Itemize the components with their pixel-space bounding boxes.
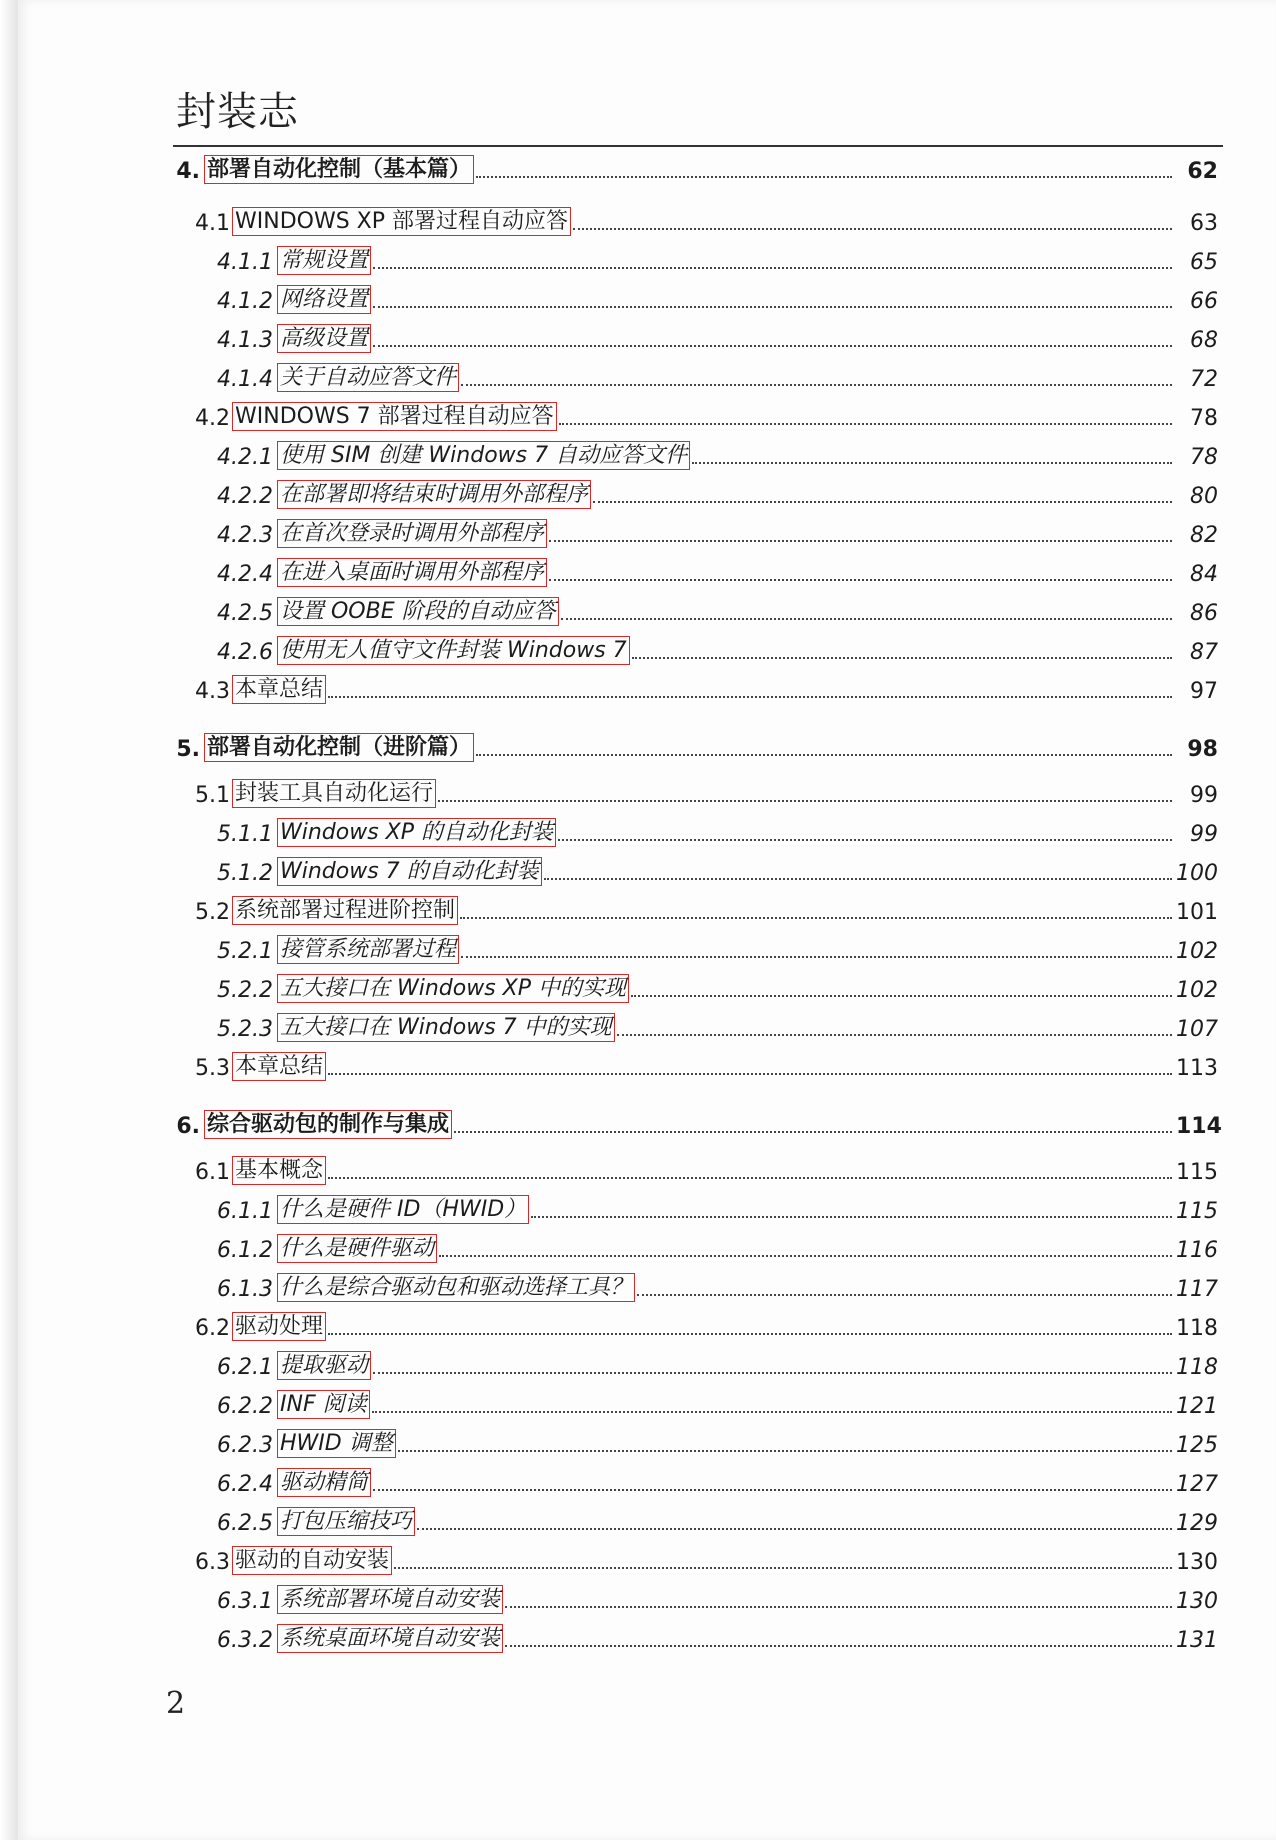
toc-entry-number: 5.1.2: [217, 861, 273, 886]
toc-entry-page: 125: [1176, 1433, 1218, 1458]
toc-entry-page: 65: [1190, 250, 1218, 275]
toc-entry-page: 84: [1190, 562, 1218, 587]
dot-leader: [692, 462, 1172, 464]
toc-entry-number: 5.3: [195, 1056, 230, 1081]
toc-entry[interactable]: [18, 241, 1218, 275]
dot-leader: [617, 1034, 1172, 1036]
toc-entry-title: 系统桌面环境自动安装: [277, 1624, 503, 1654]
toc-entry-title: 打包压缩技巧: [277, 1507, 415, 1537]
toc-entry[interactable]: [18, 1502, 1218, 1536]
toc-entry[interactable]: [18, 1008, 1218, 1042]
toc-entry-title: 什么是硬件 ID（HWID）: [277, 1195, 529, 1225]
toc-entry-number: 5.2.3: [217, 1017, 273, 1042]
toc-entry-number: 5.: [176, 737, 200, 762]
toc-entry[interactable]: [18, 1541, 1218, 1575]
dot-leader: [398, 1450, 1172, 1452]
toc-entry[interactable]: [18, 1151, 1218, 1185]
toc-entry-title: 综合驱动包的制作与集成: [204, 1110, 452, 1140]
dot-leader: [417, 1528, 1172, 1530]
toc-entry[interactable]: [18, 475, 1218, 509]
toc-entry-title: Windows 7 的自动化封装: [277, 857, 542, 887]
toc-entry[interactable]: [18, 202, 1218, 236]
toc-entry[interactable]: [18, 670, 1218, 704]
toc-entry-page: 115: [1176, 1160, 1218, 1185]
dot-leader: [328, 1177, 1172, 1179]
toc-entry[interactable]: [18, 280, 1218, 314]
toc-entry-number: 4.1.1: [217, 250, 273, 275]
dot-leader: [531, 1216, 1172, 1218]
toc-entry-title: 驱动处理: [232, 1312, 326, 1342]
dot-leader: [461, 956, 1172, 958]
dot-leader: [549, 579, 1172, 581]
toc-entry-page: 101: [1176, 900, 1218, 925]
toc-entry-number: 4.1.4: [217, 367, 273, 392]
toc-entry[interactable]: [18, 1463, 1218, 1497]
toc-entry-page: 116: [1176, 1238, 1218, 1263]
dot-leader: [631, 995, 1172, 997]
toc-entry-title: HWID 调整: [277, 1429, 396, 1459]
page-number: 2: [166, 1686, 186, 1721]
toc-entry-number: 5.1.1: [217, 822, 273, 847]
toc-entry-page: 87: [1190, 640, 1218, 665]
dot-leader: [593, 501, 1172, 503]
toc-entry-page: 118: [1176, 1355, 1218, 1380]
toc-entry-page: 100: [1176, 861, 1218, 886]
toc-entry-page: 80: [1190, 484, 1218, 509]
toc-entry-number: 5.2.2: [217, 978, 273, 1003]
toc-entry-title: 本章总结: [232, 675, 326, 705]
toc-entry-page: 131: [1176, 1628, 1218, 1653]
toc-entry-page: 115: [1176, 1199, 1218, 1224]
toc-entry-page: 114: [1176, 1114, 1222, 1139]
toc-entry-page: 107: [1176, 1017, 1218, 1042]
dot-leader: [505, 1606, 1172, 1608]
toc-entry-number: 6.3: [195, 1550, 230, 1575]
toc-entry-page: 63: [1190, 211, 1218, 236]
toc-entry-title: 驱动的自动安装: [232, 1546, 392, 1576]
toc-entry-number: 4.1.3: [217, 328, 273, 353]
toc-entry-number: 6.2.4: [217, 1472, 273, 1497]
toc-entry[interactable]: [18, 514, 1218, 548]
toc-entry-page: 117: [1176, 1277, 1218, 1302]
toc-entry-number: 6.1.3: [217, 1277, 273, 1302]
toc-entry[interactable]: [18, 397, 1218, 431]
toc-entry[interactable]: [18, 319, 1218, 353]
toc-entry[interactable]: [18, 1047, 1218, 1081]
toc-entry[interactable]: [18, 1385, 1218, 1419]
toc-entry-title: 使用无人值守文件封装 Windows 7: [277, 636, 630, 666]
toc-entry-title: 在首次登录时调用外部程序: [277, 519, 547, 549]
toc-entry[interactable]: [18, 1346, 1218, 1380]
book-page: [18, 0, 1276, 1840]
dot-leader: [561, 618, 1172, 620]
toc-entry-title: 设置 OOBE 阶段的自动应答: [277, 597, 559, 627]
table-of-contents: [18, 0, 1276, 1840]
toc-entry-title: 驱动精简: [277, 1468, 371, 1498]
dot-leader: [373, 1489, 1172, 1491]
toc-entry[interactable]: [18, 852, 1218, 886]
toc-entry-page: 97: [1190, 679, 1218, 704]
toc-entry-title: 封装工具自动化运行: [232, 779, 436, 809]
toc-entry[interactable]: [18, 969, 1218, 1003]
toc-entry-title: 在进入桌面时调用外部程序: [277, 558, 547, 588]
dot-leader: [328, 1333, 1172, 1335]
dot-leader: [505, 1645, 1172, 1647]
toc-entry-title: 本章总结: [232, 1052, 326, 1082]
toc-entry-number: 4.2.3: [217, 523, 273, 548]
toc-entry[interactable]: [18, 553, 1218, 587]
toc-entry-title: WINDOWS XP 部署过程自动应答: [232, 207, 571, 237]
toc-entry-title: 使用 SIM 创建 Windows 7 自动应答文件: [277, 441, 690, 471]
toc-entry-number: 6.1.1: [217, 1199, 273, 1224]
toc-entry-number: 4.2.4: [217, 562, 273, 587]
toc-entry[interactable]: [18, 774, 1218, 808]
toc-entry-number: 6.2: [195, 1316, 230, 1341]
dot-leader: [373, 267, 1172, 269]
toc-entry-number: 4.2: [195, 406, 230, 431]
dot-leader: [454, 1131, 1172, 1133]
toc-entry-number: 6.2.2: [217, 1394, 273, 1419]
toc-entry-number: 5.2.1: [217, 939, 273, 964]
toc-entry-number: 6.1: [195, 1160, 230, 1185]
dot-leader: [573, 228, 1172, 230]
dot-leader: [373, 1372, 1172, 1374]
toc-entry-page: 72: [1190, 367, 1218, 392]
dot-leader: [438, 800, 1172, 802]
toc-entry-number: 4.2.2: [217, 484, 273, 509]
toc-entry-number: 6.2.5: [217, 1511, 273, 1536]
dot-leader: [476, 176, 1172, 178]
toc-entry-number: 4.2.1: [217, 445, 273, 470]
toc-entry-page: 130: [1176, 1589, 1218, 1614]
toc-entry-page: 86: [1190, 601, 1218, 626]
toc-entry-page: 113: [1176, 1056, 1218, 1081]
toc-entry[interactable]: [18, 1424, 1218, 1458]
toc-entry-page: 102: [1176, 978, 1218, 1003]
toc-entry-title: WINDOWS 7 部署过程自动应答: [232, 402, 557, 432]
dot-leader: [637, 1294, 1172, 1296]
toc-entry[interactable]: [18, 358, 1218, 392]
toc-entry-title: 网络设置: [277, 285, 371, 315]
toc-entry[interactable]: [18, 436, 1218, 470]
toc-entry[interactable]: [18, 728, 1218, 762]
toc-entry-page: 102: [1176, 939, 1218, 964]
toc-entry-page: 98: [1187, 737, 1218, 762]
toc-entry-title: 基本概念: [232, 1156, 326, 1186]
toc-entry-title: 五大接口在 Windows XP 中的实现: [277, 974, 629, 1004]
toc-entry-title: 常规设置: [277, 246, 371, 276]
toc-entry-title: 关于自动应答文件: [277, 363, 459, 393]
dot-leader: [549, 540, 1172, 542]
toc-entry-title: 什么是硬件驱动: [277, 1234, 437, 1264]
toc-entry-number: 4.2.5: [217, 601, 273, 626]
dot-leader: [559, 423, 1172, 425]
toc-entry[interactable]: [18, 150, 1218, 184]
toc-entry-title: Windows XP 的自动化封装: [277, 818, 556, 848]
toc-entry-page: 66: [1190, 289, 1218, 314]
toc-entry-number: 4.1.2: [217, 289, 273, 314]
toc-entry[interactable]: [18, 631, 1218, 665]
toc-entry[interactable]: [18, 1307, 1218, 1341]
toc-entry-title: 部署自动化控制（进阶篇）: [204, 733, 474, 763]
toc-entry-title: 系统部署环境自动安装: [277, 1585, 503, 1615]
toc-entry[interactable]: [18, 1268, 1218, 1302]
toc-entry-title: INF 阅读: [277, 1390, 370, 1420]
dot-leader: [328, 696, 1172, 698]
toc-entry-title: 五大接口在 Windows 7 中的实现: [277, 1013, 615, 1043]
toc-entry[interactable]: [18, 1105, 1222, 1139]
toc-entry-page: 82: [1190, 523, 1218, 548]
toc-entry-title: 在部署即将结束时调用外部程序: [277, 480, 591, 510]
dot-leader: [544, 878, 1172, 880]
page-edge: [0, 0, 18, 1840]
toc-entry-page: 121: [1176, 1394, 1218, 1419]
toc-entry-page: 129: [1176, 1511, 1218, 1536]
toc-entry-title: 什么是综合驱动包和驱动选择工具？: [277, 1273, 635, 1303]
toc-entry-page: 78: [1190, 406, 1218, 431]
dot-leader: [328, 1073, 1172, 1075]
toc-entry[interactable]: [18, 1619, 1218, 1653]
running-header-title: 封装志: [176, 89, 299, 135]
toc-entry-number: 4.1: [195, 211, 230, 236]
toc-entry[interactable]: [18, 1190, 1218, 1224]
dot-leader: [373, 306, 1172, 308]
toc-entry-number: 4.: [176, 159, 200, 184]
toc-entry-number: 6.2.1: [217, 1355, 273, 1380]
dot-leader: [373, 345, 1172, 347]
toc-entry-page: 99: [1190, 783, 1218, 808]
toc-entry-page: 78: [1190, 445, 1218, 470]
toc-entry[interactable]: [18, 930, 1218, 964]
toc-entry-page: 118: [1176, 1316, 1218, 1341]
toc-entry-title: 部署自动化控制（基本篇）: [204, 155, 474, 185]
toc-entry[interactable]: [18, 891, 1218, 925]
toc-entry-number: 6.1.2: [217, 1238, 273, 1263]
toc-entry[interactable]: [18, 813, 1218, 847]
dot-leader: [558, 839, 1172, 841]
toc-entry-number: 4.3: [195, 679, 230, 704]
toc-entry-number: 5.1: [195, 783, 230, 808]
toc-entry-number: 6.: [176, 1114, 200, 1139]
toc-entry-title: 提取驱动: [277, 1351, 371, 1381]
dot-leader: [460, 917, 1172, 919]
toc-entry-number: 4.2.6: [217, 640, 273, 665]
dot-leader: [439, 1255, 1172, 1257]
toc-entry[interactable]: [18, 1580, 1218, 1614]
toc-entry-page: 62: [1187, 159, 1218, 184]
toc-entry-page: 127: [1176, 1472, 1218, 1497]
toc-entry-title: 系统部署过程进阶控制: [232, 896, 458, 926]
toc-entry-page: 99: [1190, 822, 1218, 847]
dot-leader: [394, 1567, 1172, 1569]
dot-leader: [476, 754, 1172, 756]
toc-entry-title: 高级设置: [277, 324, 371, 354]
toc-entry-number: 6.2.3: [217, 1433, 273, 1458]
toc-entry[interactable]: [18, 592, 1218, 626]
toc-entry-page: 130: [1176, 1550, 1218, 1575]
toc-entry[interactable]: [18, 1229, 1218, 1263]
dot-leader: [372, 1411, 1172, 1413]
toc-entry-number: 6.3.1: [217, 1589, 273, 1614]
dot-leader: [461, 384, 1172, 386]
toc-entry-title: 接管系统部署过程: [277, 935, 459, 965]
toc-entry-page: 68: [1190, 328, 1218, 353]
dot-leader: [632, 657, 1172, 659]
toc-entry-number: 6.3.2: [217, 1628, 273, 1653]
toc-entry-number: 5.2: [195, 900, 230, 925]
